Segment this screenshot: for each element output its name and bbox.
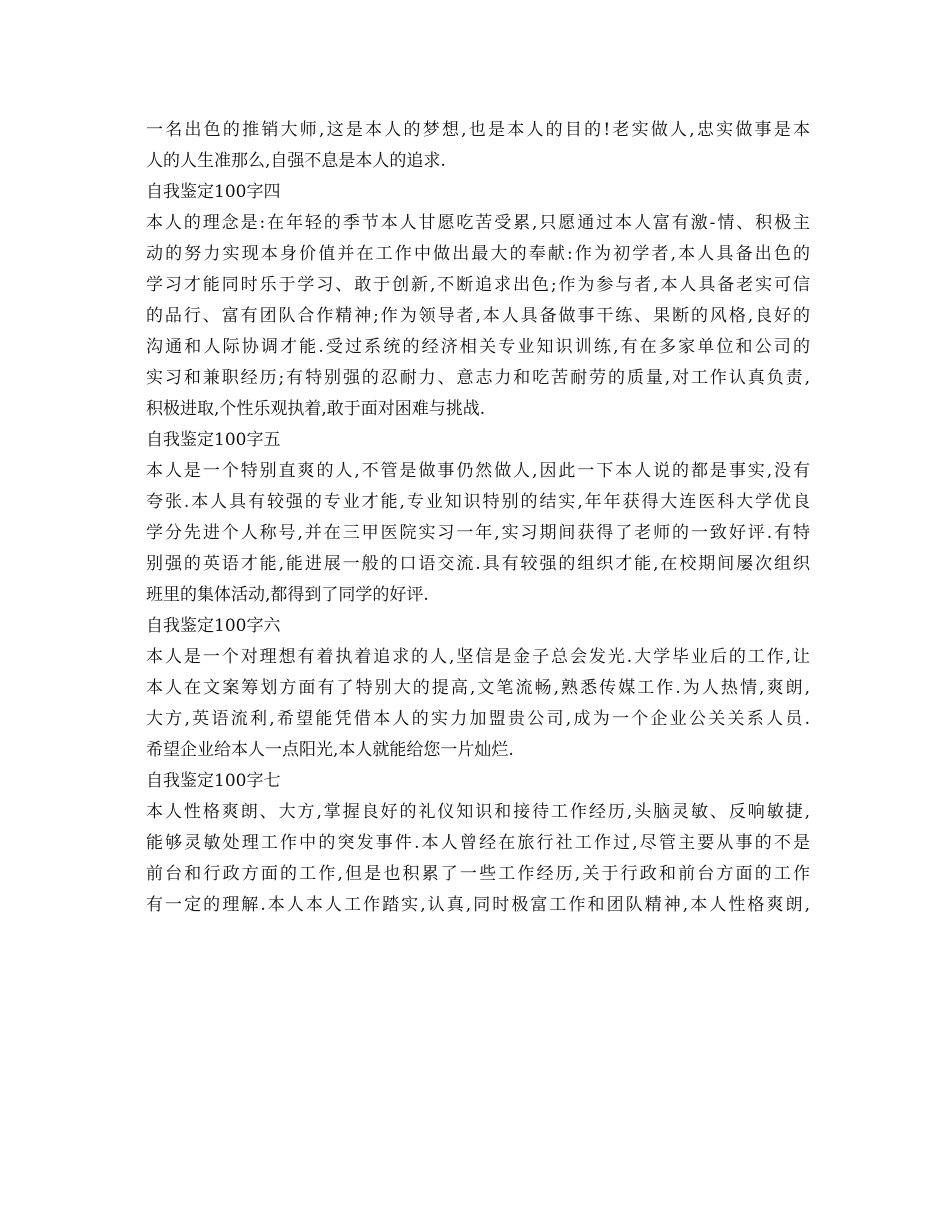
text-line: 本人在文案筹划方面有了特别大的提高,文笔流畅,熟悉传媒工作.为人热情,爽朗,	[146, 678, 810, 698]
text-line: 能够灵敏处理工作中的突发事件.本人曾经在旅行社工作过,尽管主要从事的不是	[146, 833, 810, 853]
text-line: 人的人生准那么,自强不息是本人的追求.	[146, 151, 446, 171]
text-line: 夸张.本人具有较强的专业才能,专业知识特别的结实,年年获得大连医科大学优良	[146, 492, 810, 512]
text-line: 希望企业给本人一点阳光,本人就能给您一片灿烂.	[146, 740, 514, 760]
text-line: 有一定的理解.本人本人工作踏实,认真,同时极富工作和团队精神,本人性格爽朗,	[146, 895, 810, 915]
section-heading: 自我鉴定100字六	[146, 616, 281, 636]
section-heading: 自我鉴定100字五	[146, 430, 281, 450]
text-line: 本人是一个对理想有着执着追求的人,坚信是金子总会发光.大学毕业后的工作,让	[146, 647, 810, 667]
text-line: 班里的集体活动,都得到了同学的好评.	[146, 585, 429, 605]
text-line: 积极进取,个性乐观执着,敢于面对困难与挑战.	[146, 399, 486, 419]
text-line: 沟通和人际协调才能.受过系统的经济相关专业知识训练,有在多家单位和公司的	[146, 337, 810, 357]
text-line: 本人是一个特别直爽的人,不管是做事仍然做人,因此一下本人说的都是事实,没有	[146, 461, 810, 481]
text-line: 本人的理念是:在年轻的季节本人甘愿吃苦受累,只愿通过本人富有激-情、积极主	[146, 213, 810, 233]
section-heading: 自我鉴定100字四	[146, 182, 281, 202]
text-line: 本人性格爽朗、大方,掌握良好的礼仪知识和接待工作经历,头脑灵敏、反响敏捷,	[146, 802, 810, 822]
text-line: 学分先进个人称号,并在三甲医院实习一年,实习期间获得了老师的一致好评.有特	[146, 523, 810, 543]
text-line: 的品行、富有团队合作精神;作为领导者,本人具备做事干练、果断的风格,良好的	[146, 306, 810, 326]
text-line: 一名出色的推销大师,这是本人的梦想,也是本人的目的!老实做人,忠实做事是本	[146, 120, 810, 140]
text-line: 前台和行政方面的工作,但是也积累了一些工作经历,关于行政和前台方面的工作	[146, 864, 810, 884]
section-heading: 自我鉴定100字七	[146, 771, 281, 791]
document-body	[146, 115, 810, 921]
text-line: 动的努力实现本身价值并在工作中做出最大的奉献:作为初学者,本人具备出色的	[146, 244, 810, 264]
text-line: 大方,英语流利,希望能凭借本人的实力加盟贵公司,成为一个企业公关关系人员.	[146, 709, 810, 729]
text-line: 别强的英语才能,能进展一般的口语交流.具有较强的组织才能,在校期间屡次组织	[146, 554, 810, 574]
text-line: 学习才能同时乐于学习、敢于创新,不断追求出色;作为参与者,本人具备老实可信	[146, 275, 810, 295]
text-line: 实习和兼职经历;有特别强的忍耐力、意志力和吃苦耐劳的质量,对工作认真负责,	[146, 368, 810, 388]
